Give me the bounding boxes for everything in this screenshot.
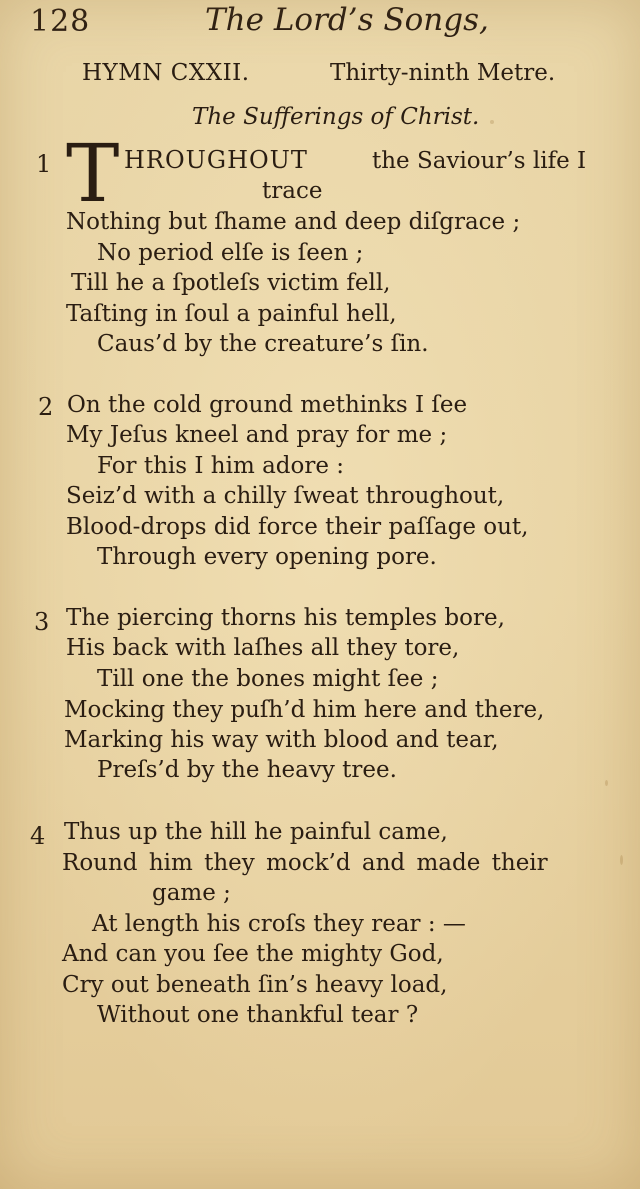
hymn-number: HYMN CXXII.: [82, 60, 250, 86]
stanza-number: 3: [34, 608, 50, 636]
running-head: The Lord’s Songs,: [205, 2, 489, 38]
verse-line: The piercing thorns his temples bore,: [66, 605, 505, 631]
verse-line: And can you ſee the mighty God,: [62, 941, 444, 967]
page-number: 128: [30, 4, 91, 39]
verse-line: Without one thankful tear ?: [97, 1002, 419, 1028]
verse-line: game ;: [152, 880, 231, 906]
verse-line: Round him they mock’d and made their: [62, 850, 548, 876]
verse-line: Marking his way with blood and tear,: [64, 727, 499, 753]
verse-line: Through every opening pore.: [97, 544, 437, 570]
verse-line: Nothing but ſhame and deep diſgrace ;: [66, 209, 521, 235]
hymn-title: The Sufferings of Christ.: [192, 104, 480, 130]
verse-line: His back with laſhes all they tore,: [66, 635, 460, 661]
stanza-number: 4: [30, 822, 46, 850]
verse-line: the Saviour’s life I: [372, 148, 587, 174]
verse-line: trace: [262, 178, 323, 204]
stanza-number: 2: [38, 393, 54, 421]
verse-line: Taſting in ſoul a painful hell,: [66, 301, 397, 327]
verse-line: Till he a ſpotleſs victim fell,: [71, 270, 391, 296]
verse-line: Mocking they puſh’d him here and there,: [64, 697, 545, 723]
verse-line: Blood-drops did force their paſſage out,: [66, 514, 529, 540]
verse-line: My Jeſus kneel and pray for me ;: [66, 422, 448, 448]
verse-line: At length his croſs they rear : —: [92, 911, 466, 937]
hymn-metre: Thirty-ninth Metre.: [330, 60, 556, 86]
stanza-number: 1: [36, 150, 52, 178]
paper-spot: [605, 780, 608, 786]
verse-line: No period elſe is ſeen ;: [97, 240, 364, 266]
paper-spot: [620, 855, 623, 865]
verse-line: Cry out beneath ſin’s heavy load,: [62, 972, 448, 998]
paper-spot: [490, 120, 494, 124]
verse-line: Seiz’d with a chilly ſweat throughout,: [66, 483, 505, 509]
verse-line: Preſs’d by the heavy tree.: [97, 757, 397, 783]
drop-cap: T: [66, 127, 120, 220]
verse-line: On the cold ground methinks I ſee: [67, 392, 468, 418]
verse-line: Caus’d by the creature’s ſin.: [97, 331, 429, 357]
first-word: HROUGHOUT: [124, 146, 308, 174]
verse-line: Till one the bones might ſee ;: [97, 666, 439, 692]
verse-line: For this I him adore :: [97, 453, 345, 479]
verse-line: Thus up the hill he painful came,: [64, 819, 448, 845]
